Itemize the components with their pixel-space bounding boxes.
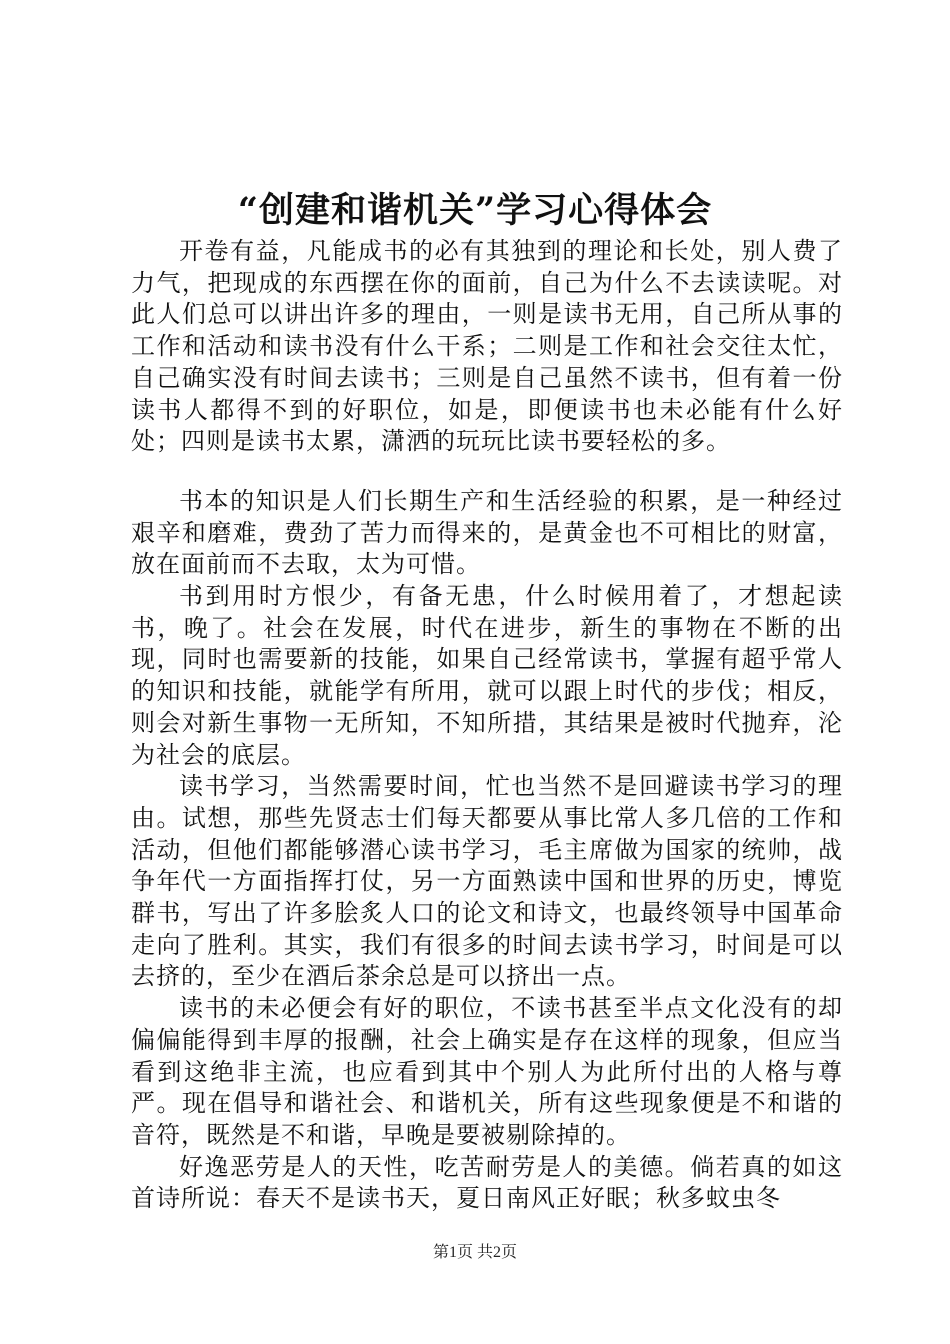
paragraph: 书到用时方恨少，有备无患，什么时候用着了，才想起读书，晚了。社会在发展，时代在进步，新生的事物在不断的出现，同时也需要新的技能，如果自己经常读书，掌握有超乎常人的知识和技能，就能学有所用，就可以跟上时代的步伐；相反，则会对新生事物一无所知，不知所措，其结果是被时代抛弃，沦为社会的底层。 (131, 582, 843, 769)
paragraph: 读书学习，当然需要时间，忙也当然不是回避读书学习的理由。试想，那些先贤志士们每天都要从事比常人多几倍的工作和活动，但他们都能够潜心读书学习，毛主席做为国家的统帅，战争年代一方面指挥打仗，另一方面熟读中国和世界的历史，博览群书，写出了许多脍炙人口的论文和诗文，也最终领导中国革命走向了胜利。其实，我们有很多的时间去读书学习，时间是可以去挤的，至少在酒后茶余总是可以挤出一点。 (131, 772, 843, 991)
document-title: “创建和谐机关”学习心得体会 (237, 190, 713, 231)
page-number-footer: 第1页 共2页 (432, 1244, 517, 1261)
paragraph: 读书的未必便会有好的职位，不读书甚至半点文化没有的却偏偏能得到丰厚的报酬，社会上确实是存在这样的现象，但应当看到这绝非主流，也应看到其中个别人为此所付出的人格与尊严。现在倡导和谐社会、和谐机关，所有这些现象便是不和谐的音符，既然是不和谐，早晚是要被剔除掉的。 (131, 994, 843, 1149)
document-body (131, 236, 843, 1215)
paragraph: 书本的知识是人们长期生产和生活经验的积累，是一种经过艰辛和磨难，费劲了苦力而得来的，是黄金也不可相比的财富，放在面前而不去取，太为可惜。 (131, 486, 843, 579)
paragraph: 好逸恶劳是人的天性，吃苦耐劳是人的美德。倘若真的如这首诗所说：春天不是读书天，夏日南风正好眠；秋多蚊虫冬 (131, 1152, 843, 1213)
paragraph: 开卷有益，凡能成书的必有其独到的理论和长处，别人费了力气，把现成的东西摆在你的面前，自己为什么不去读读呢。对此人们总可以讲出许多的理由，一则是读书无用，自己所从事的工作和活动和读书没有什么干系；二则是工作和社会交往太忙，自己确实没有时间去读书；三则是自己虽然不读书，但有着一份读书人都得不到的好职位，如是，即便读书也未必能有什么好处；四则是读书太累，潇洒的玩玩比读书要轻松的多。 (131, 237, 843, 456)
